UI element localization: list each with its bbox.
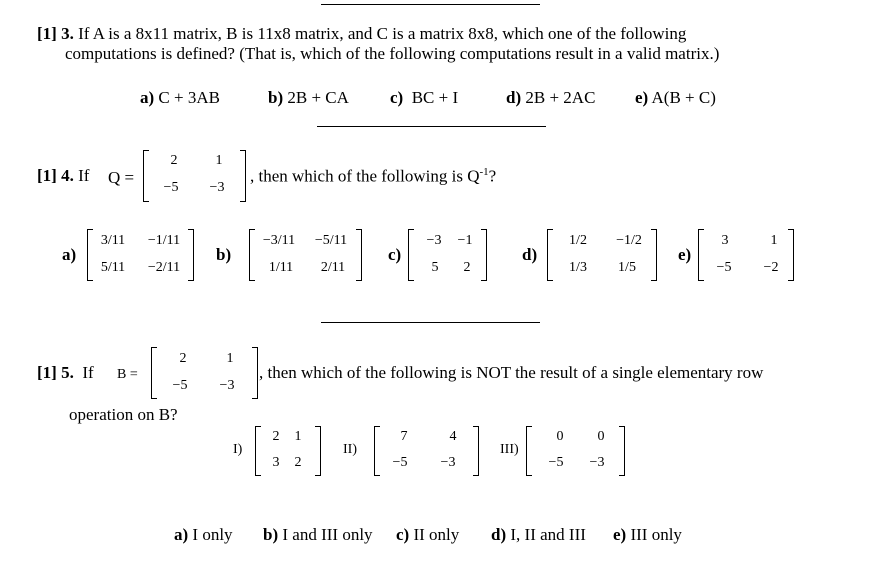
q3-option-d: d) 2B + 2AC	[506, 88, 596, 107]
q5-item-i-label: I)	[233, 442, 243, 457]
q5-question-line2: operation on B?	[69, 405, 178, 424]
q5-item-ii-label: II)	[343, 442, 357, 457]
q5-matrix-b: 2 1 −5 −3	[151, 347, 258, 399]
q5-option-e: e) III only	[613, 525, 682, 544]
answer-line-q3	[317, 126, 546, 127]
q3-option-e: e) A(B + C)	[635, 88, 716, 107]
q5-prefix: [1] 5. If	[37, 363, 94, 382]
q4-option-d-matrix: 1/2 −1/2 1/3 1/5	[547, 229, 657, 281]
q5-item-i-matrix: 2 1 3 2	[255, 426, 321, 476]
q5-var: B =	[117, 367, 138, 382]
q4-option-c-matrix: −3 −1 5 2	[408, 229, 487, 281]
q5-option-a: a) I only	[174, 525, 233, 544]
q3-option-a: a) C + 3AB	[140, 88, 220, 107]
q4-option-d-label: d)	[522, 245, 538, 264]
q4-option-c-label: c)	[388, 245, 402, 264]
q4-prefix: [1] 4. If	[37, 166, 90, 185]
q4-option-a-matrix: 3/11 −1/11 5/11 −2/11	[87, 229, 194, 281]
q3-text-line1: If A is a 8x11 matrix, B is 11x8 matrix, and C is a matrix 8x8, which one of the following	[78, 24, 687, 43]
q4-matrix-q: 2 1 −5 −3	[143, 150, 246, 202]
q5-item-iii-label: III)	[500, 442, 519, 457]
q5-item-ii-matrix: 7 4 −5 −3	[374, 426, 479, 476]
q3-line1	[37, 24, 686, 44]
q5-item-iii-matrix: 0 0 −5 −3	[526, 426, 625, 476]
q5-option-d: d) I, II and III	[491, 525, 586, 544]
q5-question-text: , then which of the following is NOT the result of a single elementary row	[259, 363, 764, 382]
q4-option-b-matrix: −3/11 −5/11 1/11 2/11	[249, 229, 362, 281]
q4-option-a-label: a)	[62, 245, 77, 264]
q4-option-b-label: b)	[216, 245, 232, 264]
q4-var: Q =	[108, 168, 135, 187]
q5-option-c: c) II only	[396, 525, 460, 544]
answer-line-q4	[321, 322, 540, 323]
q5-option-b: b) I and III only	[263, 525, 373, 544]
q3-text-line2: computations is defined? (That is, which of the following computations result in a valid matrix.)	[65, 44, 720, 63]
q3-option-c: c) BC + I	[390, 88, 459, 107]
q3-number: [1] 3.	[37, 24, 74, 43]
q4-option-e-label: e)	[678, 245, 692, 264]
answer-line-top	[321, 4, 540, 5]
q3-option-b: b) 2B + CA	[268, 88, 349, 107]
q4-question-text: , then which of the following is $Q^{-1}$?	[250, 166, 497, 186]
q4-option-e-matrix: 3 1 −5 −2	[698, 229, 794, 281]
